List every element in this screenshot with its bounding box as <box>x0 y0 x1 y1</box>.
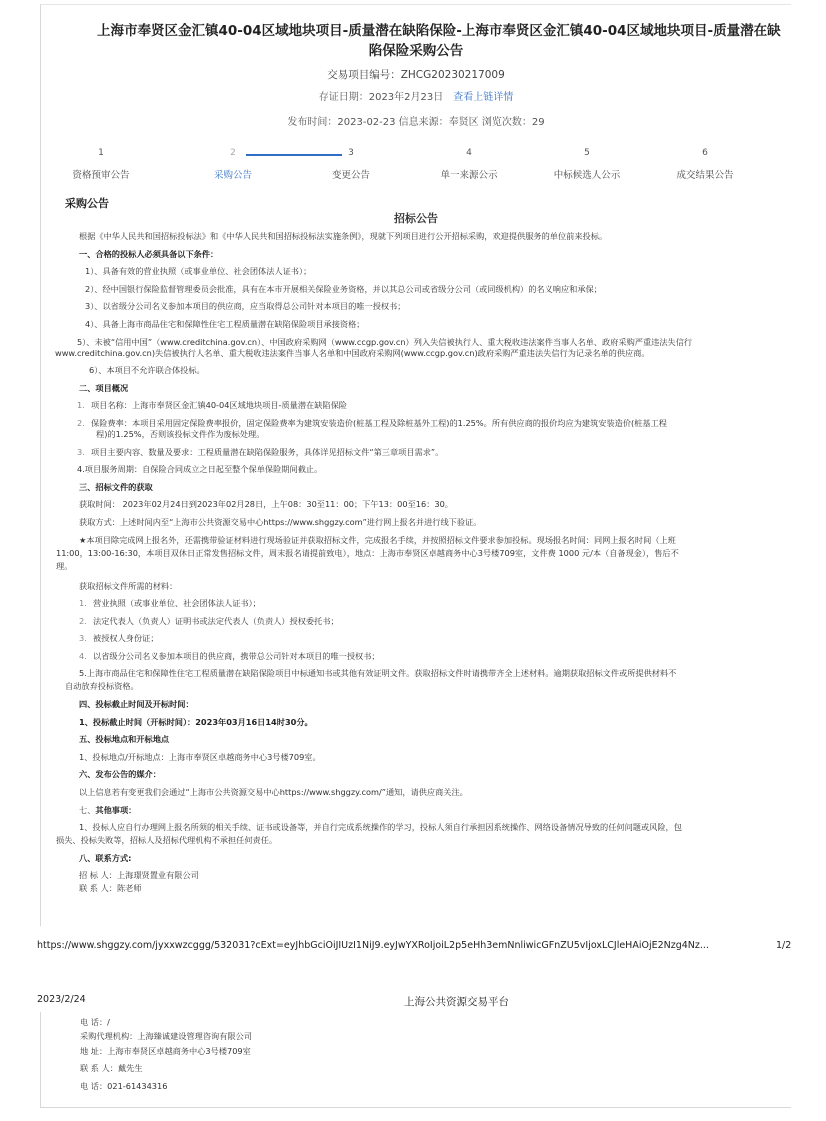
print-header-date: 2023/2/24 <box>37 994 86 1005</box>
s1-title: 一、合格的投标人必须具备以下条件： <box>79 248 219 259</box>
s3-title: 三、招标文件的获取 <box>79 481 153 492</box>
s8-title: 八、联系方式: <box>79 852 132 863</box>
print-header-site: 上海公共资源交易平台 <box>404 996 509 1008</box>
s3-note: ★本项目除完成网上报名外，还需携带验证材料进行现场验证并获取招标文件，完成报名手续，并按照招标文件要求参加投标。现场报名时间：同网上报名时间（上班 <box>79 534 676 545</box>
s2-item: 1. 项目名称：上海市奉贤区金汇镇40-04区域地块项目-质量潜在缺陷保险 <box>77 400 347 411</box>
deposit-date: 存证日期：2023年2月23日 <box>318 92 444 103</box>
page-title <box>41 21 791 61</box>
tenderer-contact: 联 系 人：陈老师 <box>79 883 142 894</box>
s4-title: 四、投标截止时间及开标时间： <box>79 699 194 710</box>
project-number: 交易项目编号：ZHCG20230217009 <box>327 69 505 81</box>
s3-material: 1. 营业执照（或事业单位、社会团体法人证书）； <box>79 598 261 609</box>
s2-item: 2. 保险费率：本项目采用固定保险费率报价，固定保险费率为建筑安装造价(桩基工程及除桩基外工程)的1.25%。所有供应商的报价均应为建筑安装造价(桩基工程 <box>77 417 667 428</box>
s3-material: 2. 法定代表人（负责人）证明书或法定代表人（负责人）授权委托书； <box>79 615 339 626</box>
s3-note-cont: 11:00，13:00-16:30，本项目双休日正常发售招标文件，周末报名请提前致电），地点：上海市奉贤区卓越商务中心3号楼709室，文件费 1000 元/本（自备现金），售后不 <box>56 547 679 558</box>
s1-item-cont: www.creditchina.gov.cn)失信被执行人名单、重大税收违法案件当事人名单和中国政府采购网(www.ccgp.gov.cn)政府采购严重违法失信行为记录名单的供应商。 <box>55 347 650 358</box>
s4-item: 1、投标截止时间（开标时间）：2023年03月16日14时30分。 <box>79 716 313 727</box>
publish-info: 发布时间：2023-02-23 信息来源：奉贤区 浏览次数：29 <box>287 117 545 128</box>
agency: 采购代理机构：上海臻诚建设管理咨询有限公司 <box>80 1031 252 1041</box>
s2-title: 二、项目概况 <box>79 382 129 393</box>
s3-note-cont: 理。 <box>56 560 73 571</box>
step-change[interactable]: 3 变更公告 <box>331 148 370 181</box>
step-result[interactable]: 6 成交结果公告 <box>676 148 734 181</box>
step-candidate[interactable]: 5 中标候选人公示 <box>553 148 621 181</box>
s2-item: 3. 项目主要内容、数量及要求：工程质量潜在缺陷保险服务，具体详见招标文件“第三章项目需求”。 <box>77 446 444 457</box>
deposit-info <box>41 88 791 103</box>
s2-item: 4.项目服务周期：自保险合同成立之日起至整个保单保险期间截止。 <box>77 464 323 475</box>
s1-item: 4）、具备上海市商品住宅和保障性住宅工程质量潜在缺陷保险项目承接资格； <box>85 318 365 329</box>
agency-address: 地 址：上海市奉贤区卓越商务中心3号楼709室 <box>80 1046 251 1056</box>
s7-item: 1、投标人应自行办理网上报名所须的相关手续、证书或设备等，并自行完成系统操作的学习，投标人须自行承担因系统操作、网络设备情况导致的任何问题或风险，包 <box>79 822 682 833</box>
s3-material: 3. 被授权人身份证； <box>79 633 159 644</box>
phone-2: 电 话：021-61434316 <box>80 1081 168 1091</box>
step-procurement[interactable]: 2 采购公告 <box>213 148 252 181</box>
s1-item: 6）、本项目不允许联合体投标。 <box>89 365 205 376</box>
s3-material-cont: 自动放弃投标资格。 <box>65 681 139 692</box>
s1-item: 3）、以省级分公司名义参加本项目的供应商，应当取得总公司针对本项目的唯一授权书； <box>85 301 406 312</box>
phone-1: 电 话：/ <box>80 1017 110 1027</box>
s6-title: 六、发布公告的媒介： <box>79 769 161 780</box>
page-1-frame <box>40 4 791 926</box>
print-footer-url: https://www.shggzy.com/jyxxwzcggg/532031?cExt=eyJhbGciOiJIUzI1NiJ9.eyJwYXRoIjoiL2p5eHh3emNnliwicGFnZU5vIjoxLCJleHAiOjE2Nzg4Nz... <box>37 940 709 951</box>
announcement-body <box>41 211 791 901</box>
title-line-2: 陷保险采购公告 <box>368 43 464 59</box>
s6-item: 以上信息若有变更我们会通过“上海市公共资源交易中心https://www.shggzy.com/”通知，请供应商关注。 <box>79 787 468 798</box>
s1-item: 2）、经中国银行保险监督管理委员会批准，具有在本市开展相关保险业务资格，并以其总公司或省级分公司（或同级机构）的名义响应和承保； <box>85 283 602 294</box>
s3-time: 获取时间： 2023年02月24日到2023年02月28日，上午08：30至11：00；下午13：00至16：30。 <box>79 499 453 510</box>
print-footer-page: 1/2 <box>776 940 792 951</box>
process-steps <box>41 148 791 188</box>
step-single-source[interactable]: 4 单一来源公示 <box>440 148 498 181</box>
s5-item: 1、投标地点/开标地点：上海市奉贤区卓越商务中心3号楼709室。 <box>79 751 321 762</box>
s3-method: 获取方式：上述时间内至“上海市公共资源交易中心https://www.shggzy.com”进行网上报名并进行线下验证。 <box>79 516 482 527</box>
s3-material: 4. 以省级分公司名义参加本项目的供应商，携带总公司针对本项目的唯一授权书； <box>79 650 380 661</box>
s7-item-cont: 损失、投标失败等，招标人及招标代理机构不承担任何责任。 <box>56 835 278 846</box>
intro: 根据《中华人民共和国招标投标法》和《中华人民共和国招标投标法实施条例》，现就下列项目进行公开招标采购，欢迎提供服务的单位前来投标。 <box>79 231 608 241</box>
title-line-1: 上海市奉贤区金汇镇40-04区域地块项目-质量潜在缺陷保险-上海市奉贤区金汇镇40-04区域地块项目-质量潜在缺 <box>97 23 781 39</box>
tenderer: 招 标 人：上海璟贤置业有限公司 <box>79 870 199 881</box>
s5-title: 五、投标地点和开标地点 <box>79 734 170 745</box>
s1-item: 1）、具备有效的营业执照（或事业单位、社会团体法人证书）； <box>85 266 312 277</box>
s7-title: 七、其他事项： <box>79 804 137 815</box>
s3-materials: 获取招标文件所需的材料： <box>79 580 178 591</box>
doc-heading: 招标公告 <box>394 212 438 225</box>
page-2-frame <box>40 1012 791 1108</box>
view-chain-link[interactable]: 查看上链详情 <box>453 92 514 103</box>
agency-contact: 联 系 人：戴先生 <box>80 1063 143 1073</box>
s2-item-cont: 程)的1.25%，否则该投标文件作为废标处理。 <box>96 428 265 439</box>
s1-item: 5）、未被“信用中国”（www.creditchina.gov.cn）、中国政府采购网（www.ccgp.gov.cn）列入失信被执行人、重大税收违法案件当事人名单、政府采购严重违法失信行 <box>77 336 693 347</box>
section-title: 采购公告 <box>65 197 109 210</box>
step-prequal[interactable]: 1 资格预审公告 <box>72 148 130 181</box>
s3-material: 5.上海市商品住宅和保障性住宅工程质量潜在缺陷保险项目中标通知书或其他有效证明文件。获取招标文件时请携带齐全上述材料。逾期获取招标文件或所提供材料不 <box>79 668 677 679</box>
